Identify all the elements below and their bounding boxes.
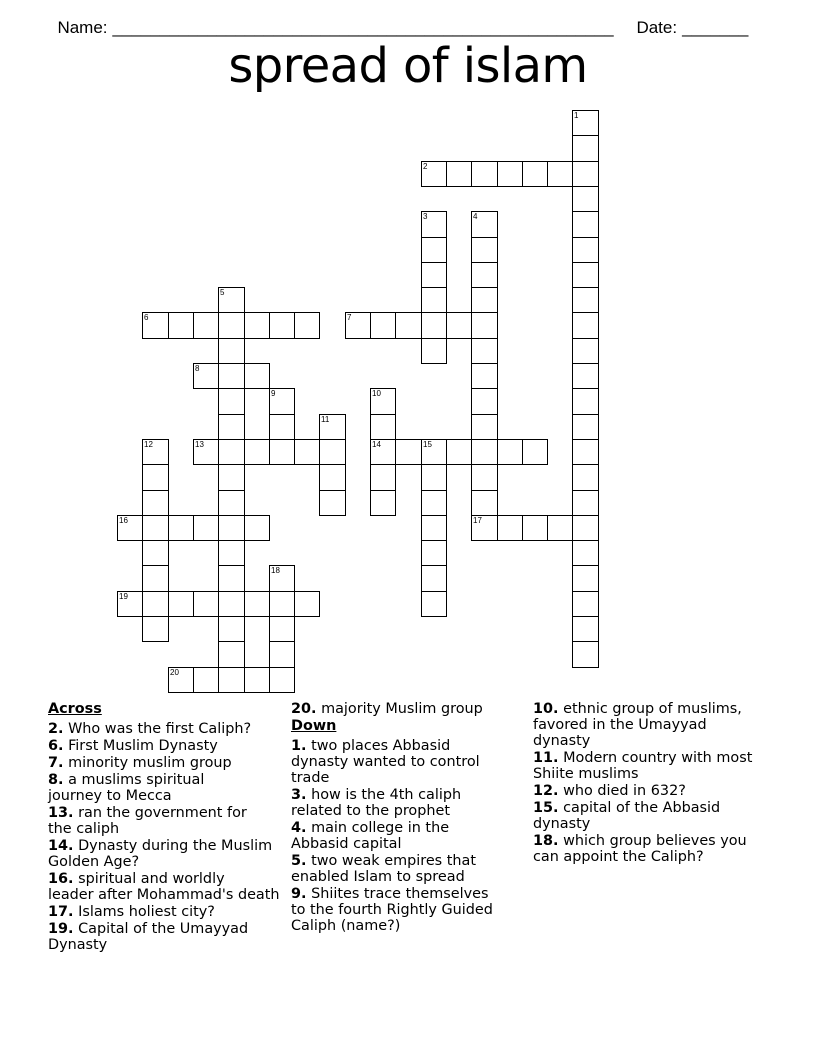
across-heading: Across (48, 701, 102, 717)
crossword-cell[interactable] (244, 591, 270, 617)
clue-across-14 (48, 838, 280, 870)
clue-text: minority muslim group (68, 755, 232, 771)
clue-text: capital of the Abbasid dynasty (533, 800, 721, 832)
crossword-cell[interactable] (572, 262, 599, 288)
crossword-cell[interactable] (421, 338, 447, 364)
crossword-cell[interactable] (446, 439, 472, 465)
clue-number: 13. (48, 805, 74, 821)
crossword-cell[interactable] (572, 338, 599, 364)
crossword-cell[interactable] (193, 515, 219, 541)
crossword-cell[interactable] (218, 464, 245, 491)
cell-number-label: 7 (347, 313, 352, 322)
crossword-cell[interactable] (421, 591, 447, 617)
crossword-cell[interactable] (193, 363, 219, 389)
crossword-cell[interactable] (572, 591, 599, 617)
clue-down-15 (533, 800, 752, 832)
crossword-cell[interactable] (294, 312, 320, 339)
crossword-cell[interactable] (218, 312, 245, 339)
crossword-cell[interactable] (547, 515, 573, 541)
crossword-cell[interactable] (269, 565, 295, 592)
clue-across-13 (48, 805, 280, 837)
cell-number-label: 20 (170, 668, 179, 677)
crossword-cell[interactable] (572, 237, 599, 263)
clue-number: 18. (533, 833, 559, 849)
crossword-cell[interactable] (471, 363, 498, 389)
crossword-cell[interactable] (193, 591, 219, 617)
crossword-cell[interactable] (218, 591, 245, 617)
cell-number-label: 11 (321, 415, 330, 424)
crossword-cell[interactable] (421, 439, 447, 465)
clue-number: 4. (291, 820, 307, 836)
crossword-cell[interactable] (218, 565, 245, 592)
clue-number: 3. (291, 787, 307, 803)
clue-text: two weak empires that enabled Islam to spread (291, 853, 476, 885)
crossword-cell[interactable] (269, 591, 295, 617)
crossword-cell[interactable] (572, 464, 599, 491)
crossword-cell[interactable] (395, 439, 422, 465)
clue-number: 15. (533, 800, 559, 816)
crossword-cell[interactable] (421, 540, 447, 566)
crossword-cell[interactable] (572, 565, 599, 592)
clue-across-8 (48, 772, 280, 804)
date-field (627, 0, 748, 38)
crossword-cell[interactable] (218, 287, 245, 313)
crossword-cell[interactable] (471, 338, 498, 364)
clue-down-11 (533, 750, 752, 782)
crossword-cell[interactable] (421, 262, 447, 288)
crossword-cell[interactable] (244, 312, 270, 339)
crossword-cell[interactable] (168, 667, 194, 693)
crossword-cell[interactable] (572, 110, 599, 136)
crossword-cell[interactable] (218, 641, 245, 668)
crossword-cell[interactable] (522, 439, 548, 465)
clue-number: 11. (533, 750, 559, 766)
crossword-cell[interactable] (421, 287, 447, 313)
crossword-cell[interactable] (421, 161, 447, 187)
clue-text: Dynasty during the Muslim Golden Age? (48, 838, 273, 870)
clue-across-7 (48, 755, 280, 771)
crossword-cell[interactable] (572, 490, 599, 516)
crossword-cell[interactable] (572, 540, 599, 566)
crossword-cell[interactable] (142, 490, 169, 516)
clue-text: main college in the Abbasid capital (291, 820, 450, 852)
crossword-cell[interactable] (370, 388, 396, 415)
cell-number-label: 5 (220, 288, 225, 297)
crossword-cell[interactable] (395, 312, 422, 339)
crossword-cell[interactable] (471, 464, 498, 491)
clue-text: Islams holiest city? (78, 904, 215, 920)
crossword-cell[interactable] (142, 565, 169, 592)
name-field (48, 0, 614, 38)
crossword-cell[interactable] (572, 641, 599, 668)
crossword-cell[interactable] (294, 439, 320, 465)
cell-number-label: 12 (144, 440, 153, 449)
crossword-cell[interactable] (471, 237, 498, 263)
cell-number-label: 2 (423, 162, 428, 171)
cell-number-label: 1 (574, 111, 579, 120)
clue-across-2 (48, 721, 280, 737)
crossword-cell[interactable] (269, 616, 295, 642)
clue-text: who died in 632? (563, 783, 686, 799)
crossword-cell[interactable] (244, 515, 270, 541)
clues-column-3 (533, 701, 752, 866)
crossword-cell[interactable] (572, 287, 599, 313)
crossword-cell[interactable] (142, 464, 169, 491)
crossword-cell[interactable] (572, 211, 599, 238)
crossword-cell[interactable] (319, 464, 346, 491)
crossword-cell[interactable] (218, 388, 245, 415)
clue-number: 10. (533, 701, 559, 717)
crossword-cell[interactable] (471, 439, 498, 465)
crossword-cell[interactable] (522, 161, 548, 187)
cell-number-label: 18 (271, 566, 280, 575)
crossword-cell[interactable] (218, 414, 245, 440)
cell-number-label: 10 (372, 389, 381, 398)
cell-number-label: 8 (195, 364, 200, 373)
crossword-cell[interactable] (218, 515, 245, 541)
clue-number: 17. (48, 904, 74, 920)
crossword-cell[interactable] (345, 312, 371, 339)
cell-number-label: 3 (423, 212, 428, 221)
crossword-cell[interactable] (142, 616, 169, 642)
crossword-cell[interactable] (421, 312, 447, 339)
cell-number-label: 9 (271, 389, 276, 398)
crossword-cell[interactable] (117, 515, 143, 541)
crossword-cell[interactable] (269, 388, 295, 415)
crossword-cell[interactable] (370, 439, 396, 465)
crossword-cell[interactable] (421, 490, 447, 516)
crossword-cell[interactable] (547, 161, 573, 187)
clue-number: 7. (48, 755, 64, 771)
crossword-cell[interactable] (193, 667, 219, 693)
cell-number-label: 6 (144, 313, 149, 322)
crossword-cell[interactable] (421, 565, 447, 592)
crossword-cell[interactable] (572, 363, 599, 389)
crossword-cell[interactable] (218, 490, 245, 516)
clue-text: ran the government for the caliph (48, 805, 247, 837)
crossword-cell[interactable] (471, 287, 498, 313)
clue-down-9 (291, 886, 493, 934)
clue-number: 12. (533, 783, 559, 799)
clue-text: Who was the first Caliph? (68, 721, 252, 737)
cell-number-label: 4 (473, 212, 478, 221)
crossword-cell[interactable] (421, 237, 447, 263)
crossword-cell[interactable] (319, 439, 346, 465)
crossword-cell[interactable] (168, 312, 194, 339)
crossword-cell[interactable] (168, 515, 194, 541)
crossword-cell[interactable] (218, 667, 245, 693)
crossword-cell[interactable] (142, 591, 169, 617)
crossword-grid (117, 110, 624, 693)
crossword-cell[interactable] (471, 262, 498, 288)
crossword-cell[interactable] (269, 414, 295, 440)
crossword-cell[interactable] (218, 338, 245, 364)
crossword-cell[interactable] (269, 439, 295, 465)
clue-number: 1. (291, 738, 307, 754)
clue-number: 5. (291, 853, 307, 869)
crossword-cell[interactable] (572, 161, 599, 187)
clue-down-5 (291, 853, 493, 885)
crossword-cell[interactable] (319, 490, 346, 516)
crossword-cell[interactable] (572, 186, 599, 212)
crossword-cell[interactable] (142, 312, 169, 339)
crossword-cell[interactable] (572, 439, 599, 465)
clue-text: two places Abbasid dynasty wanted to control trade (291, 738, 480, 786)
clue-text: Capital of the Umayyad Dynasty (48, 921, 249, 953)
crossword-cell[interactable] (244, 439, 270, 465)
crossword-cell[interactable] (522, 515, 548, 541)
worksheet-title: spread of islam (228, 38, 588, 94)
clue-text: ethnic group of muslims, favored in the Umayyad dynasty (533, 701, 742, 749)
crossword-cell[interactable] (142, 515, 169, 541)
clue-number: 14. (48, 838, 74, 854)
crossword-cell[interactable] (370, 414, 396, 440)
clue-number: 16. (48, 871, 74, 887)
clues-column-2 (291, 701, 493, 935)
crossword-cell[interactable] (370, 464, 396, 491)
crossword-cell[interactable] (193, 312, 219, 339)
clues-column-1 (48, 701, 280, 954)
crossword-cell[interactable] (446, 312, 472, 339)
crossword-cell[interactable] (193, 439, 219, 465)
cell-number-label: 19 (119, 592, 128, 601)
crossword-cell[interactable] (218, 540, 245, 566)
clue-down-3 (291, 787, 493, 819)
crossword-cell[interactable] (572, 616, 599, 642)
clue-down-4 (291, 820, 493, 852)
crossword-cell[interactable] (572, 388, 599, 415)
crossword-cell[interactable] (471, 490, 498, 516)
crossword-cell[interactable] (294, 591, 320, 617)
crossword-cell[interactable] (168, 591, 194, 617)
crossword-cell[interactable] (370, 490, 396, 516)
clue-down-18 (533, 833, 752, 865)
crossword-cell[interactable] (497, 161, 523, 187)
cell-number-label: 17 (473, 516, 482, 525)
clue-down-12 (533, 783, 752, 799)
clue-text: how is the 4th caliph related to the prophet (291, 787, 462, 819)
clue-across-6 (48, 738, 280, 754)
date-blank-line[interactable]: _______ (682, 18, 749, 37)
crossword-cell[interactable] (218, 363, 245, 389)
crossword-cell[interactable] (446, 161, 472, 187)
crossword-cell[interactable] (142, 439, 169, 465)
crossword-cell[interactable] (572, 515, 599, 541)
crossword-cell[interactable] (218, 439, 245, 465)
clue-text: spiritual and worldly leader after Mohammad's death (48, 871, 280, 903)
cell-number-label: 14 (372, 440, 381, 449)
crossword-cell[interactable] (572, 135, 599, 162)
clue-across-17 (48, 904, 280, 920)
crossword-cell[interactable] (471, 414, 498, 440)
clue-across-19 (48, 921, 280, 953)
crossword-cell[interactable] (117, 591, 143, 617)
clue-across-20 (291, 701, 493, 717)
crossword-cell[interactable] (471, 211, 498, 238)
crossword-cell[interactable] (269, 312, 295, 339)
crossword-cell[interactable] (497, 439, 523, 465)
clue-number: 19. (48, 921, 74, 937)
clue-number: 2. (48, 721, 64, 737)
clue-number: 20. (291, 701, 317, 717)
crossword-cell[interactable] (497, 515, 523, 541)
crossword-cell[interactable] (421, 211, 447, 238)
crossword-cell[interactable] (370, 312, 396, 339)
crossword-cell[interactable] (572, 414, 599, 440)
crossword-cell[interactable] (269, 641, 295, 668)
clue-text: a muslims spiritual journey to Mecca (48, 772, 205, 804)
cell-number-label: 15 (423, 440, 432, 449)
crossword-cell[interactable] (244, 363, 270, 389)
clue-text: First Muslim Dynasty (68, 738, 218, 754)
crossword-cell[interactable] (421, 515, 447, 541)
date-label: Date: (636, 18, 678, 37)
clue-down-10 (533, 701, 752, 749)
cell-number-label: 13 (195, 440, 204, 449)
crossword-cell[interactable] (572, 312, 599, 339)
down-heading: Down (291, 718, 337, 734)
crossword-cell[interactable] (471, 388, 498, 415)
crossword-cell[interactable] (421, 464, 447, 491)
cell-number-label: 16 (119, 516, 128, 525)
crossword-cell[interactable] (244, 667, 270, 693)
name-blank-line[interactable]: _____________________________________________________ (112, 18, 614, 37)
clue-text: majority Muslim group (321, 701, 483, 717)
crossword-cell[interactable] (142, 540, 169, 566)
clue-number: 6. (48, 738, 64, 754)
clue-down-1 (291, 738, 493, 786)
crossword-cell[interactable] (471, 515, 498, 541)
crossword-cell[interactable] (218, 616, 245, 642)
crossword-cell[interactable] (319, 414, 346, 440)
crossword-cell[interactable] (471, 312, 498, 339)
crossword-cell[interactable] (269, 667, 295, 693)
clue-number: 9. (291, 886, 307, 902)
name-label: Name: (57, 18, 108, 37)
clue-text: which group believes you can appoint the Caliph? (533, 833, 747, 865)
crossword-cell[interactable] (471, 161, 498, 187)
clue-text: Modern country with most Shiite muslims (533, 750, 753, 782)
clue-text: Shiites trace themselves to the fourth Rightly Guided Caliph (name?) (291, 886, 493, 934)
clue-number: 8. (48, 772, 64, 788)
clue-across-16 (48, 871, 280, 903)
